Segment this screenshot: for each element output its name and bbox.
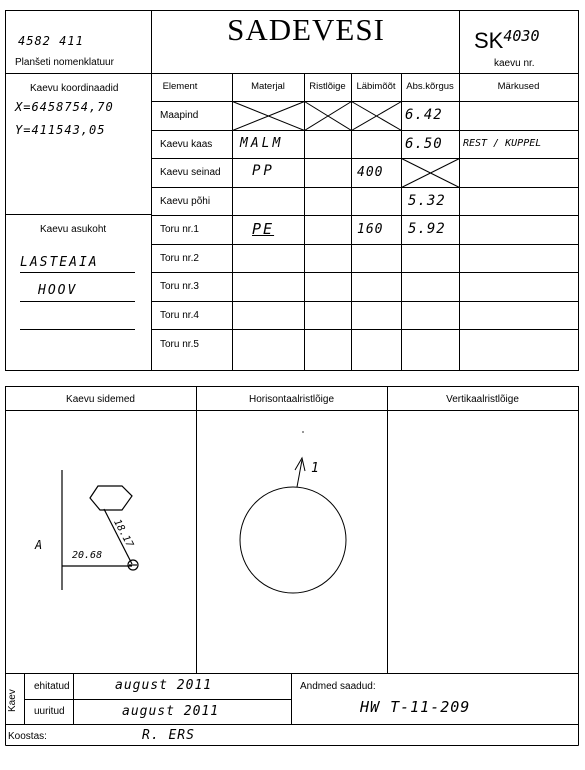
- pipe-arrow: [297, 460, 302, 487]
- row-notes: REST / KUPPEL: [463, 138, 542, 149]
- row-abs-height: 6.50: [405, 136, 443, 152]
- row-diameter: 400: [357, 165, 384, 180]
- location-line-1: LASTEAIA: [20, 255, 99, 270]
- col-header-element: Element: [162, 81, 198, 92]
- row-abs-height: 6.42: [405, 107, 443, 123]
- row-element: Kaevu seinad: [160, 167, 221, 178]
- row-element: Kaevu kaas: [160, 139, 213, 150]
- author-label: Koostas:: [8, 731, 47, 742]
- row-material: PE: [252, 220, 275, 238]
- col-header-cross-section: Ristlõige: [309, 81, 346, 92]
- page-title: SADEVESI: [227, 12, 385, 47]
- col-header-material: Materjal: [251, 81, 285, 92]
- row-material: MALM: [240, 136, 284, 151]
- row-diameter: 160: [357, 222, 384, 237]
- well-number: 4030: [503, 27, 540, 45]
- row-element: Toru nr.5: [160, 339, 199, 350]
- row-element: Maapind: [160, 110, 199, 121]
- well-prefix: SK: [474, 28, 504, 53]
- author-value: R. ERS: [142, 728, 195, 743]
- col-header-diameter: Läbimõõt: [356, 81, 396, 92]
- row-element: Kaevu põhi: [160, 196, 211, 207]
- well-label: kaevu nr.: [494, 58, 535, 69]
- surveyed-label: uuritud: [34, 706, 65, 717]
- row-material: PP: [252, 163, 275, 179]
- well-side-label: Kaev: [7, 689, 18, 712]
- location-line-2: HOOV: [38, 283, 78, 298]
- vertical-section-label: Vertikaalristlõige: [446, 394, 519, 405]
- sheet-number: 4582 411: [18, 34, 84, 48]
- built-label: ehitatud: [34, 681, 70, 692]
- location-label: Kaevu asukoht: [40, 224, 107, 235]
- coordinate-x: X=6458754,70: [15, 100, 114, 114]
- row-abs-height: 5.92: [408, 221, 446, 237]
- building-outline: [90, 486, 132, 510]
- tie-distance-1: 20.68: [72, 550, 103, 561]
- row-element: Toru nr.2: [160, 253, 199, 264]
- coordinates-label: Kaevu koordinaadid: [30, 83, 119, 94]
- ties-label: Kaevu sidemed: [66, 394, 135, 405]
- col-header-abs-height: Abs.kõrgus: [406, 81, 454, 92]
- data-from-value: HW T-11-209: [360, 698, 471, 716]
- coordinate-y: Y=411543,05: [15, 123, 106, 137]
- row-element: Toru nr.1: [160, 224, 199, 235]
- data-from-label: Andmed saadud:: [300, 681, 376, 692]
- well-circle: [240, 487, 346, 593]
- tie-distance-2: 18.17: [111, 517, 135, 550]
- row-element: Toru nr.4: [160, 310, 199, 321]
- row-abs-height: 5.32: [408, 193, 446, 209]
- surveyed-value: august 2011: [122, 704, 220, 719]
- reference-letter: A: [35, 538, 44, 552]
- built-value: august 2011: [115, 678, 213, 693]
- row-element: Toru nr.3: [160, 281, 199, 292]
- center-mark: [302, 431, 304, 433]
- col-header-notes: Märkused: [497, 81, 540, 92]
- horizontal-section-label: Horisontaalristlõige: [248, 394, 335, 405]
- pipe-label: 1: [311, 461, 320, 476]
- sheet-label: Planšeti nomenklatuur: [15, 57, 114, 68]
